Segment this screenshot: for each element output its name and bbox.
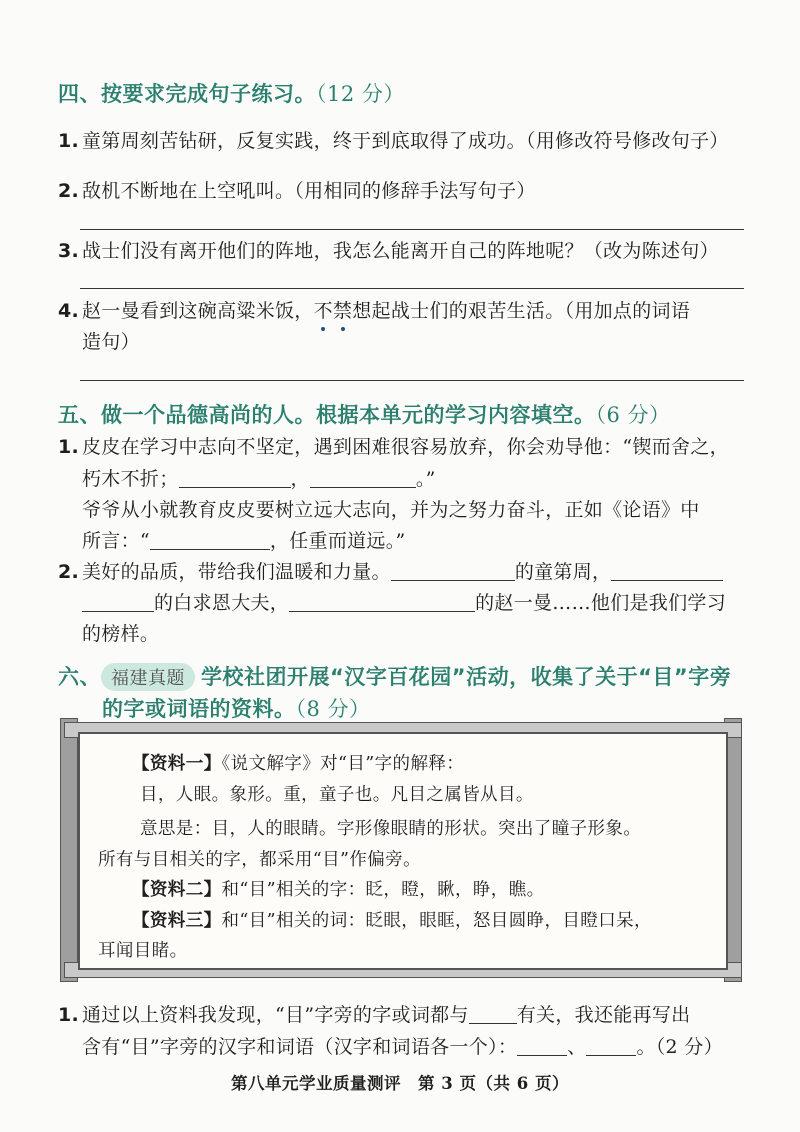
fill-blank[interactable] <box>179 469 291 488</box>
section4-q1: 1. 童第周刻苦钻研，反复实践，终于到底取得了成功。（用修改符号修改句子） <box>58 130 729 152</box>
material-3-line1: 【资料三】和“目”相关的词：眨眼，眼眶，怒目圆睁，目瞪口呆， <box>132 911 652 931</box>
section4-title: 四、按要求完成句子练习。（12 分） <box>58 82 405 106</box>
answer-line-q2[interactable] <box>80 229 744 230</box>
fill-blank[interactable] <box>82 593 154 612</box>
section4-q4: 4. 赵一曼看到这碗高粱米饭，不禁想起战士们的艰苦生活。（用加点的词语 <box>58 296 690 323</box>
section5-q2-line2: 的白求恩大夫， 的赵一曼……他们是我们学习 <box>82 588 726 615</box>
fill-blank[interactable] <box>391 562 515 581</box>
section5-q1-line1: 1. 皮皮在学习中志向不坚定，遇到困难很容易放弃，你会劝导他：“锲而舍之， <box>58 436 729 458</box>
section4-q3: 3. 战士们没有离开他们的阵地，我怎么能离开自己的阵地呢？（改为陈述句） <box>58 240 719 262</box>
section5-q2-line3: 的榜样。 <box>82 623 160 645</box>
section5-q1-line4: 所言：“ ，任重而道远。” <box>82 530 406 552</box>
fill-blank[interactable] <box>150 531 270 550</box>
fill-blank[interactable] <box>517 1037 567 1056</box>
dotted-char: 不 <box>314 296 333 323</box>
material-1-line3: 意思是：目，人的眼睛。字形像眼睛的形状。突出了瞳子形象。 <box>140 819 642 839</box>
page-footer: 第八单元学业质量测评 第 3 页（共 6 页） <box>231 1074 569 1093</box>
section6-q1-line2: 含有“目”字旁的汉字和词语（汉字和词语各一个）： 、 。（2 分） <box>82 1036 723 1058</box>
section5-q2-line1: 2. 美好的品质，带给我们温暖和力量。 的童第周， <box>58 557 723 584</box>
answer-line-q3[interactable] <box>80 288 744 289</box>
fill-blank[interactable] <box>310 469 416 488</box>
material-1-line4: 所有与目相关的字，都采用“目”作偏旁。 <box>98 850 421 870</box>
material-2: 【资料二】和“目”相关的字：眨，瞪，瞅，睁，瞧。 <box>132 880 545 900</box>
material-3-line2: 耳闻目睹。 <box>98 941 188 961</box>
fill-blank[interactable] <box>469 1005 517 1024</box>
fujian-exam-tag: 福建真题 <box>101 663 195 691</box>
section5-q1-line3: 爷爷从小就教育皮皮要树立远大志向，并为之努力奋斗，正如《论语》中 <box>82 499 700 521</box>
section4-q2: 2. 敌机不断地在上空吼叫。（用相同的修辞手法写句子） <box>58 180 536 202</box>
section6-q1-line1: 1. 通过以上资料我发现，“目”字旁的字或词都与 有关，我还能再写出 <box>58 1004 691 1026</box>
section4-q4-line2: 造句） <box>82 331 140 353</box>
scroll-rail-left <box>60 718 78 982</box>
fill-blank[interactable] <box>586 1037 636 1056</box>
section5-q1-line2: 朽木不折； ， 。” <box>82 468 436 490</box>
fill-blank[interactable] <box>289 593 475 612</box>
dotted-char: 禁 <box>333 296 352 323</box>
fill-blank[interactable] <box>611 562 723 581</box>
material-1-line1: 【资料一】《说文解字》对“目”字的解释： <box>132 754 465 774</box>
material-1-line2: 目，人眼。象形。重，童子也。凡目之属皆从目。 <box>140 785 534 805</box>
section5-title: 五、做一个品德高尚的人。根据本单元的学习内容填空。（6 分） <box>58 403 671 427</box>
section6-title: 六、 福建真题 学校社团开展“汉字百花园”活动，收集了关于“目”字旁 <box>58 665 732 689</box>
section6-title-line2: 的字或词语的资料。（8 分） <box>102 697 371 721</box>
answer-line-q4[interactable] <box>80 380 744 381</box>
